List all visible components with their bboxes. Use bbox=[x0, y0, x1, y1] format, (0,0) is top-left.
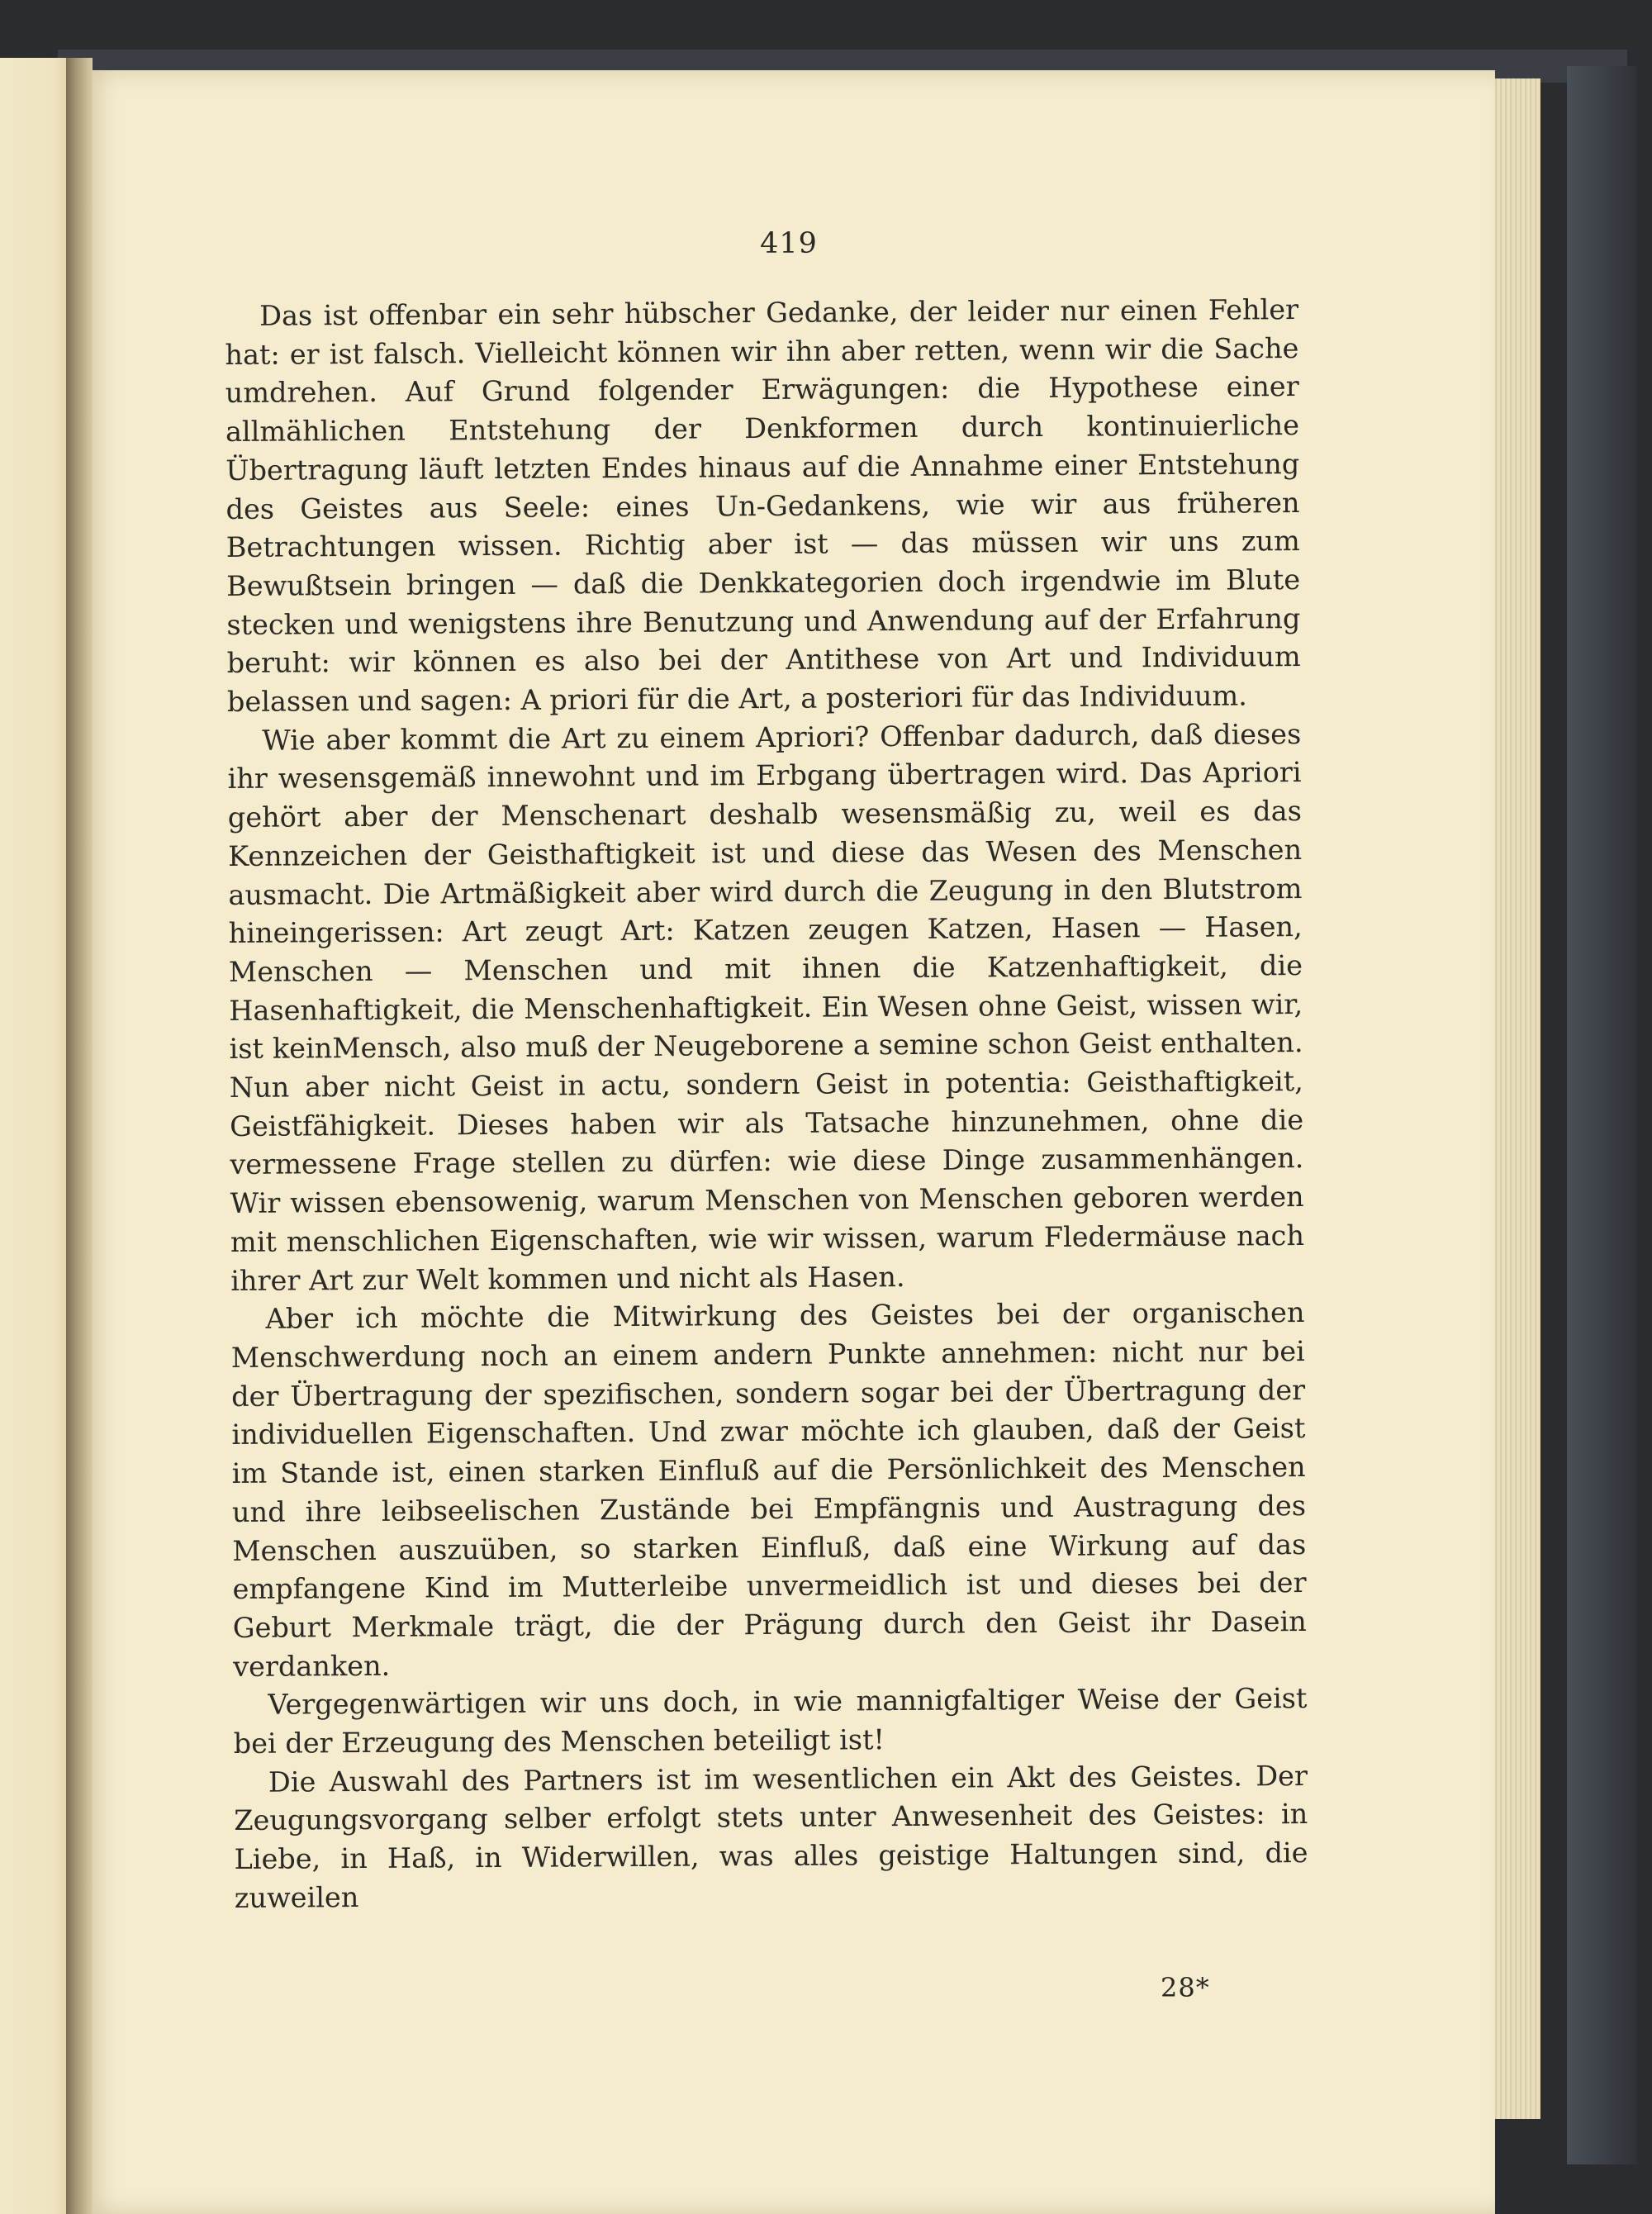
book-page bbox=[83, 70, 1495, 2214]
paragraph-3: Aber ich möchte die Mitwirkung des Geistes bei der organischen Menschwerdung noch an einem andern Punkte annehmen: nicht nur bei der Übertragung der spezifischen, sondern sogar bei der Übertragung der individuellen Eigenschaften. Und zwar möchte ich glauben, daß der Geist im Stande ist, einen starken Einfluß auf die Persönlichkeit des Menschen und ihre leibseelischen Zustände bei Empfängnis und Austragung des Menschen auszuüben, so starken Einfluß, daß eine Wirkung auf das empfangene Kind im Mutterleibe unvermeidlich ist und dieses bei der Geburt Merkmale trägt, die der Prägung durch den Geist ihr Dasein verdanken. bbox=[230, 1296, 1307, 1683]
paragraph-4: Vergegenwärtigen wir uns doch, in wie mannigfaltiger Weise der Geist bei der Erzeugung des Menschen beteiligt ist! bbox=[233, 1682, 1308, 1760]
book-cover-right bbox=[1567, 66, 1637, 2164]
printer-signature-mark: 28* bbox=[1161, 1972, 1210, 2003]
book-gutter bbox=[66, 58, 93, 2214]
paragraph-5: Die Auswahl des Partners ist im wesentlichen ein Akt des Geistes. Der Zeugungsvorgang selber erfolgt stets unter Anwesenheit des Geistes: in Liebe, in Haß, in Widerwillen, was alles geistige Haltungen sind, die zuweilen bbox=[234, 1759, 1308, 1914]
paragraph-1: Das ist offenbar ein sehr hübscher Gedanke, der leider nur einen Fehler hat: er ist falsch. Vielleicht können wir ihn aber retten, wenn wir die Sache umdrehen. Auf Grund folgender Erwägungen: die Hypothese einer allmählichen Entstehung der Denkformen durch kontinuierliche Übertragung läuft letzten Endes hinaus auf die Annahme einer Entstehung des Geistes aus Seele: eines Un-Gedankens, wie wir aus früheren Betrachtungen wissen. Richtig aber ist — das müssen wir uns zum Bewußtsein bringen — daß die Denkkategorien doch irgendwie im Blute stecken und wenigstens ihre Benutzung und Anwendung auf der Erfahrung beruht: wir können es also bei der Antithese von Art und Individuum belassen und sagen: A priori für die Art, a posteriori für das Individuum. bbox=[225, 293, 1301, 719]
page-number: 419 bbox=[760, 227, 818, 260]
paragraph-2: Wie aber kommt die Art zu einem Apriori? Offenbar dadurch, daß dieses ihr wesensgemäß innewohnt und im Erbgang übertragen wird. Das Apriori gehört aber der Menschenart deshalb wesensmäßig zu, weil es das Kennzeichen der Geisthaftigkeit ist und diese das Wesen des Menschen ausmacht. Die Artmäßigkeit aber wird durch die Zeugung in den Blutstrom hineingerissen: Art zeugt Art: Katzen zeugen Katzen, Hasen — Hasen, Menschen — Menschen und mit ihnen die Katzenhaftigkeit, die Hasenhaftigkeit, die Menschenhaftigkeit. Ein Wesen ohne Geist, wissen wir, ist keinMensch, also muß der Neugeborene a semine schon Geist enthalten. Nun aber nicht Geist in actu, sondern Geist in potentia: Geisthaftigkeit, Geistfähigkeit. Dieses haben wir als Tatsache hinzunehmen, ohne die vermessene Frage stellen zu dürfen: wie diese Dinge zusammenhängen. Wir wissen ebensowenig, warum Menschen von Menschen geboren werden mit menschlichen Eigenschaften, wie wir wissen, warum Fledermäuse nach ihrer Art zur Welt kommen und nicht als Hasen. bbox=[227, 717, 1305, 1297]
body-text bbox=[225, 291, 1308, 1917]
